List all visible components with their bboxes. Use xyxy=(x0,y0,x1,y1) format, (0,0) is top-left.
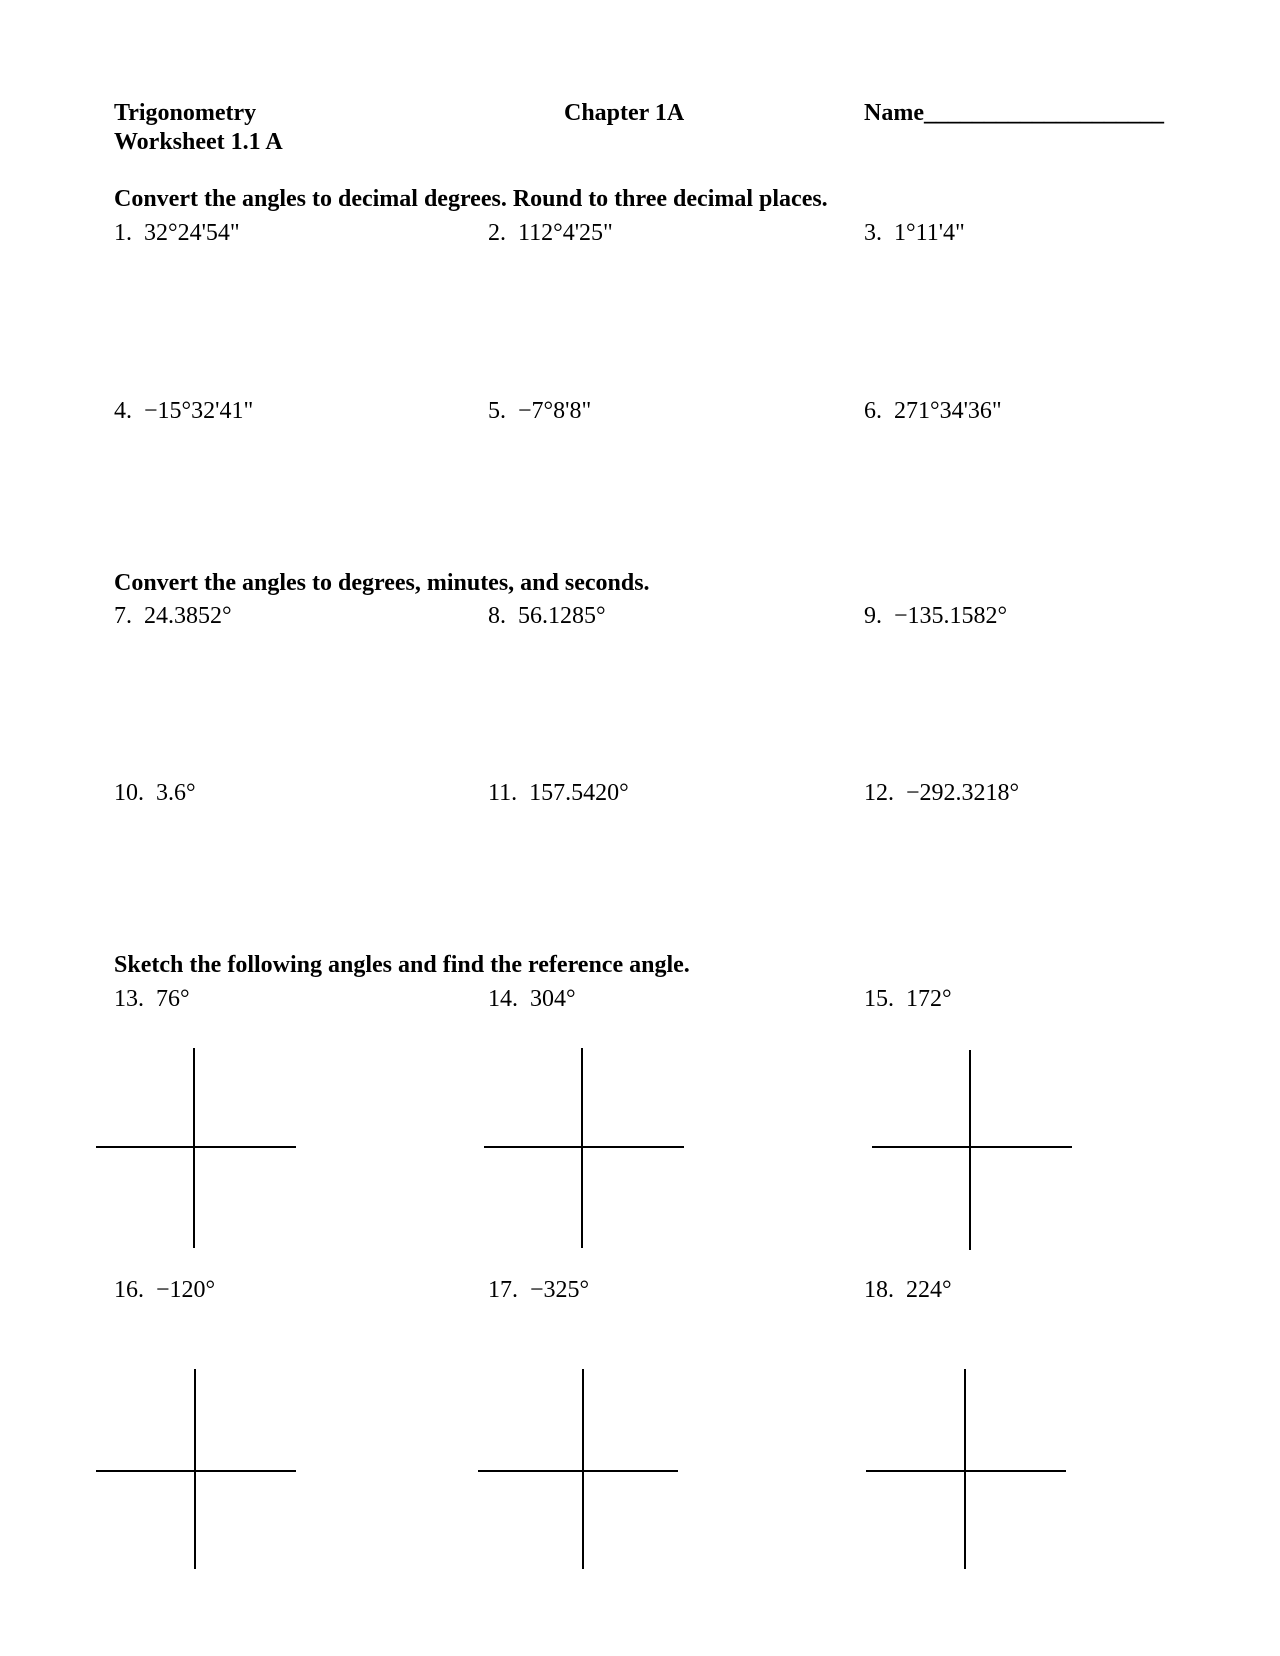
problem xyxy=(864,1277,952,1304)
problem xyxy=(488,220,613,247)
problem-number: 3. xyxy=(864,220,882,246)
problem-number: 1. xyxy=(114,220,132,246)
problem-angle: −7°8'8" xyxy=(518,398,592,424)
problem-angle: −15°32'41" xyxy=(144,398,254,424)
problem xyxy=(864,780,1019,807)
section-instruction: Convert the angles to degrees, minutes, and seconds. xyxy=(114,570,650,596)
problem-angle: 157.5420° xyxy=(529,780,629,806)
problem-number: 13. xyxy=(114,986,144,1012)
problem xyxy=(488,780,629,807)
problem xyxy=(114,1277,215,1304)
problem-number: 18. xyxy=(864,1277,894,1303)
y-axis-line xyxy=(969,1050,971,1250)
problem-angle: −120° xyxy=(156,1277,216,1303)
problem xyxy=(488,986,576,1013)
chapter-label: Chapter 1A xyxy=(564,100,685,126)
problem xyxy=(114,780,196,807)
x-axis-line xyxy=(484,1146,684,1148)
problem-number: 4. xyxy=(114,398,132,424)
problem-number: 5. xyxy=(488,398,506,424)
problem-angle: −325° xyxy=(530,1277,590,1303)
problem-angle: 56.1285° xyxy=(518,603,606,629)
problem-angle: 271°34'36" xyxy=(894,398,1002,424)
problem xyxy=(114,398,253,425)
problem xyxy=(114,220,240,247)
x-axis-line xyxy=(478,1470,678,1472)
coordinate-axes xyxy=(96,1369,296,1569)
section-instruction: Convert the angles to decimal degrees. Round to three decimal places. xyxy=(114,186,828,212)
problem xyxy=(114,986,190,1013)
problem xyxy=(864,986,952,1013)
problem-angle: 32°24'54" xyxy=(144,220,240,246)
problem xyxy=(488,603,606,630)
problem-number: 6. xyxy=(864,398,882,424)
problem-angle: 24.3852° xyxy=(144,603,232,629)
coordinate-axes xyxy=(872,1050,1072,1250)
problem-angle: 1°11'4" xyxy=(894,220,965,246)
problem-angle: −135.1582° xyxy=(894,603,1008,629)
x-axis-line xyxy=(866,1470,1066,1472)
problem xyxy=(488,1277,589,1304)
problem-angle: 304° xyxy=(530,986,576,1012)
problem-number: 16. xyxy=(114,1277,144,1303)
problem xyxy=(114,603,232,630)
problem-number: 2. xyxy=(488,220,506,246)
x-axis-line xyxy=(96,1470,296,1472)
y-axis-line xyxy=(581,1048,583,1248)
problem-angle: 3.6° xyxy=(156,780,196,806)
problem-angle: 224° xyxy=(906,1277,952,1303)
problem-number: 10. xyxy=(114,780,144,806)
x-axis-line xyxy=(872,1146,1072,1148)
problem xyxy=(864,220,965,247)
y-axis-line xyxy=(194,1369,196,1569)
problem-number: 15. xyxy=(864,986,894,1012)
coordinate-axes xyxy=(96,1048,296,1248)
worksheet-title: Worksheet 1.1 A xyxy=(114,129,283,155)
problem-angle: 76° xyxy=(156,986,190,1012)
problem-angle: 112°4'25" xyxy=(518,220,613,246)
coordinate-axes xyxy=(866,1369,1066,1569)
problem-angle: 172° xyxy=(906,986,952,1012)
problem-number: 17. xyxy=(488,1277,518,1303)
problem xyxy=(864,603,1007,630)
y-axis-line xyxy=(582,1369,584,1569)
problem-number: 8. xyxy=(488,603,506,629)
problem-number: 11. xyxy=(488,780,518,806)
section-instruction: Sketch the following angles and find the reference angle. xyxy=(114,952,690,978)
problem-number: 9. xyxy=(864,603,882,629)
problem-number: 7. xyxy=(114,603,132,629)
problem xyxy=(488,398,591,425)
problem-angle: −292.3218° xyxy=(906,780,1020,806)
x-axis-line xyxy=(96,1146,296,1148)
name-field[interactable]: Name____________________ xyxy=(864,100,1164,126)
y-axis-line xyxy=(964,1369,966,1569)
coordinate-axes xyxy=(478,1369,678,1569)
problem-number: 14. xyxy=(488,986,518,1012)
problem-number: 12. xyxy=(864,780,894,806)
course-title: Trigonometry xyxy=(114,100,257,126)
problem xyxy=(864,398,1002,425)
y-axis-line xyxy=(193,1048,195,1248)
coordinate-axes xyxy=(484,1048,684,1248)
